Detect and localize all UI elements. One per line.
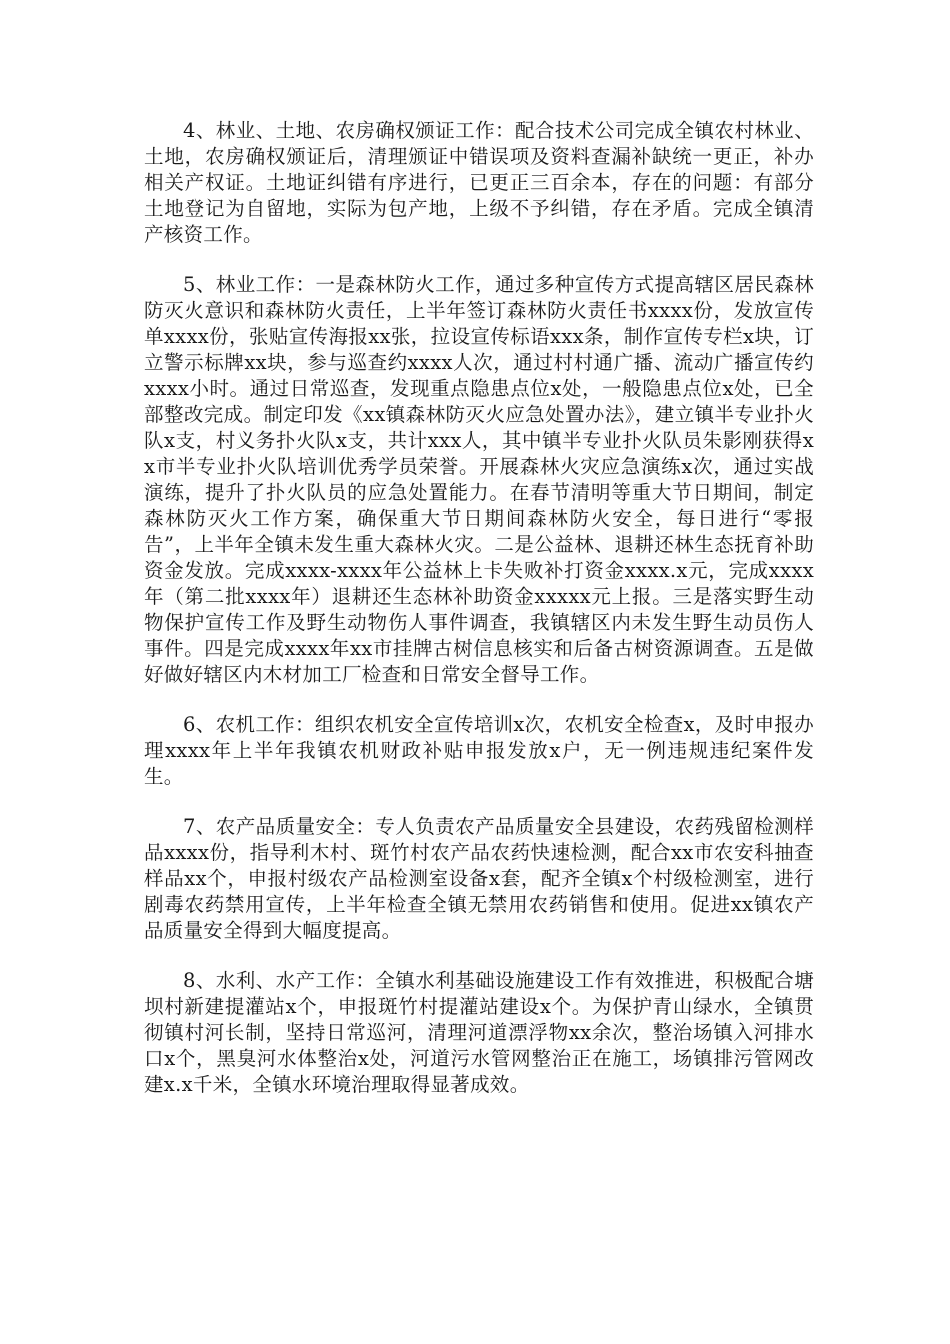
paragraph-forestry-work: 5、林业工作：一是森林防火工作，通过多种宣传方式提高辖区居民森林防灭火意识和森林防火责任，上半年签订森林防火责任书xxxx份，发放宣传单xxxx份，张贴宣传海报xx张，拉设宣传标语xxx条，制作宣传专栏x块，订立警示标牌xx块，参与巡查约xxxx人次，通过村村通广播、流动广播宣传约xxxx小时。通过日常巡查，发现重点隐患点位x处，一般隐患点位x处，已全部整改完成。制定印发《xx镇森林防灭火应急处置办法》，建立镇半专业扑火队x支，村义务扑火队x支，共计xxx人，其中镇半专业扑火队员朱影刚获得xx市半专业扑火队培训优秀学员荣誉。开展森林火灾应急演练x次，通过实战演练，提升了扑火队员的应急处置能力。在春节清明等重大节日期间，制定森林防灭火工作方案，确保重大节日期间森林防火安全，每日进行“零报告”，上半年全镇未发生重大森林火灾。二是公益林、退耕还林生态抚育补助资金发放。完成xxxx-xxxx年公益林上卡失败补打资金xxxx.x元，完成xxxx年（第二批xxxx年）退耕还生态林补助资金xxxxx元上报。三是落实野生动物保护宣传工作及野生动物伤人事件调查，我镇辖区内未发生野生动员伤人事件。四是完成xxxx年xx市挂牌古树信息核实和后备古树资源调查。五是做好做好辖区内木材加工厂检查和日常安全督导工作。 (144, 273, 814, 686)
paragraph-agricultural-machinery: 6、农机工作：组织农机安全宣传培训x次，农机安全检查x，及时申报办理xxxx年上半年我镇农机财政补贴申报发放x户，无一例违规违纪案件发生。 (144, 713, 814, 788)
document-page (144, 118, 814, 1122)
paragraph-agricultural-product-safety: 7、农产品质量安全：专人负责农产品质量安全县建设，农药残留检测样品xxxx份，指导利木村、斑竹村农产品农药快速检测，配合xx市农安科抽查样品xx个，申报村级农产品检测室设备x套，配齐全镇x个村级检测室，进行剧毒农药禁用宣传，上半年检查全镇无禁用农药销售和使用。促进xx镇农产品质量安全得到大幅度提高。 (144, 815, 814, 942)
paragraph-water-conservancy-aquatic: 8、水利、水产工作：全镇水利基础设施建设工作有效推进，积极配合塘坝村新建提灌站x个，申报斑竹村提灌站建设x个。为保护青山绿水，全镇贯彻镇村河长制，坚持日常巡河，清理河道漂浮物xx余次，整治场镇入河排水口x个，黑臭河水体整治x处，河道污水管网整治正在施工，场镇排污管网改建x.x千米，全镇水环境治理取得显著成效。 (144, 969, 814, 1096)
paragraph-forestry-land-housing-certification: 4、林业、土地、农房确权颁证工作：配合技术公司完成全镇农村林业、土地，农房确权颁证后，清理颁证中错误项及资料查漏补缺统一更正，补办相关产权证。土地证纠错有序进行，已更正三百余本，存在的问题：有部分土地登记为自留地，实际为包产地，上级不予纠错，存在矛盾。完成全镇清产核资工作。 (144, 119, 814, 246)
